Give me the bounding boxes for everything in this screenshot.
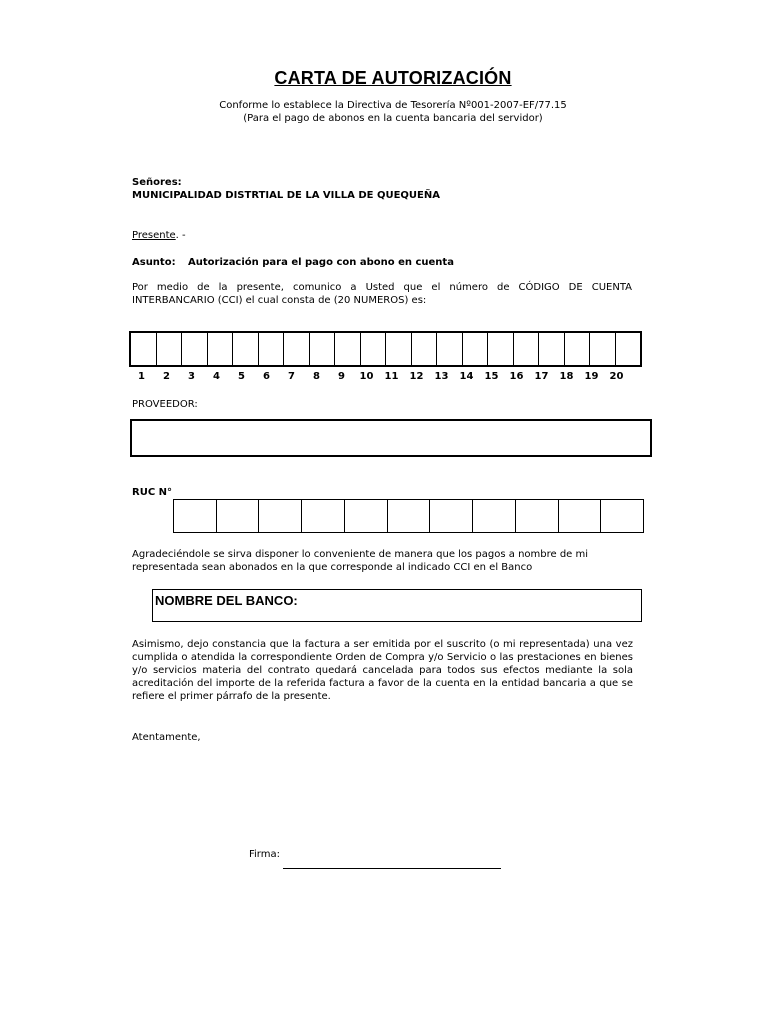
cci-position-numbers (129, 371, 629, 382)
cci-digit-box[interactable] (259, 333, 285, 365)
closing: Atentamente, (132, 732, 201, 743)
intro-paragraph: Por medio de la presente, comunico a Usted que el número de CÓDIGO DE CUENTA INTERBANCARIO (CCI) el cual consta de (20 NUMEROS) es: (132, 282, 632, 306)
cci-position-number: 20 (609, 371, 624, 382)
cci-position-number: 13 (434, 371, 449, 382)
ruc-label: RUC N° (132, 487, 173, 498)
recipient-name: MUNICIPALIDAD DISTRTIAL DE LA VILLA DE QUEQUEÑA (132, 190, 440, 201)
cci-position-number: 2 (163, 371, 170, 382)
cci-digit-box[interactable] (616, 333, 641, 365)
cci-digit-box[interactable] (182, 333, 208, 365)
presente-word: Presente (132, 230, 176, 241)
cci-position-number: 11 (384, 371, 399, 382)
ruc-digit-box[interactable] (473, 500, 516, 532)
cci-position-number: 18 (559, 371, 574, 382)
cci-position-number: 3 (188, 371, 195, 382)
cci-digit-box[interactable] (488, 333, 514, 365)
cci-digit-box[interactable] (463, 333, 489, 365)
cci-digit-box[interactable] (310, 333, 336, 365)
cci-digit-box[interactable] (565, 333, 591, 365)
ruc-digit-box[interactable] (259, 500, 302, 532)
signature-line[interactable] (283, 868, 501, 869)
thanks-paragraph: Agradeciéndole se sirva disponer lo conveniente de manera que los pagos a nombre de mi representada sean abonados en la que corresponde al indicado CCI en el Banco (132, 549, 589, 573)
cci-position-number: 17 (534, 371, 549, 382)
ruc-digit-box[interactable] (601, 500, 643, 532)
ruc-digit-box[interactable] (302, 500, 345, 532)
asunto-text: Autorización para el pago con abono en cuenta (188, 257, 454, 268)
cci-position-number: 9 (338, 371, 345, 382)
document-purpose: (Para el pago de abonos en la cuenta bancaria del servidor) (243, 113, 543, 124)
ruc-boxes[interactable] (173, 499, 644, 533)
cci-digit-box[interactable] (335, 333, 361, 365)
cci-digit-box[interactable] (233, 333, 259, 365)
cci-digit-box[interactable] (539, 333, 565, 365)
document-title: CARTA DE AUTORIZACIÓN (274, 68, 512, 88)
cci-position-number: 6 (263, 371, 270, 382)
cci-position-number: 5 (238, 371, 245, 382)
directive-reference: Conforme lo establece la Directiva de Tesorería Nº001-2007-EF/77.15 (219, 100, 567, 111)
cci-digit-box[interactable] (157, 333, 183, 365)
ruc-digit-box[interactable] (217, 500, 260, 532)
cci-position-number: 16 (509, 371, 524, 382)
ruc-digit-box[interactable] (345, 500, 388, 532)
proveedor-field[interactable] (130, 419, 652, 457)
cci-position-number: 4 (213, 371, 220, 382)
ruc-digit-box[interactable] (559, 500, 602, 532)
cci-digit-box[interactable] (284, 333, 310, 365)
cci-position-number: 19 (584, 371, 599, 382)
cci-boxes[interactable] (129, 331, 642, 367)
cci-position-number: 1 (138, 371, 145, 382)
ruc-digit-box[interactable] (516, 500, 559, 532)
cci-digit-box[interactable] (131, 333, 157, 365)
cci-position-number: 14 (459, 371, 474, 382)
cci-position-number: 7 (288, 371, 295, 382)
cci-digit-box[interactable] (386, 333, 412, 365)
cci-digit-box[interactable] (437, 333, 463, 365)
constancia-paragraph: Asimismo, dejo constancia que la factura a ser emitida por el suscrito (o mi representada) una vez cumplida o atendida la correspondiente Orden de Compra y/o Servicio o las prestaciones en bienes y/o servicios materia del contrato quedará cancelada para todos sus efectos mediante la sola acreditación del importe de la referida factura a favor de la cuenta en la entidad bancaria a que se refiere el primer párrafo de la presente. (132, 639, 633, 702)
bank-name-field[interactable] (152, 589, 642, 622)
bank-name-label: NOMBRE DEL BANCO: (155, 593, 298, 608)
presente-line (132, 229, 186, 242)
cci-position-number: 10 (359, 371, 374, 382)
ruc-digit-box[interactable] (388, 500, 431, 532)
asunto-label: Asunto: (132, 257, 176, 268)
cci-position-number: 12 (409, 371, 424, 382)
presente-suffix: . - (175, 230, 186, 241)
proveedor-label: PROVEEDOR: (132, 399, 198, 410)
ruc-digit-box[interactable] (174, 500, 217, 532)
cci-digit-box[interactable] (514, 333, 540, 365)
cci-digit-box[interactable] (361, 333, 387, 365)
cci-position-number: 8 (313, 371, 320, 382)
cci-digit-box[interactable] (590, 333, 616, 365)
cci-position-number: 15 (484, 371, 499, 382)
ruc-digit-box[interactable] (430, 500, 473, 532)
cci-digit-box[interactable] (208, 333, 234, 365)
cci-digit-box[interactable] (412, 333, 438, 365)
signature-label: Firma: (249, 849, 280, 860)
salutation: Señores: (132, 177, 182, 188)
